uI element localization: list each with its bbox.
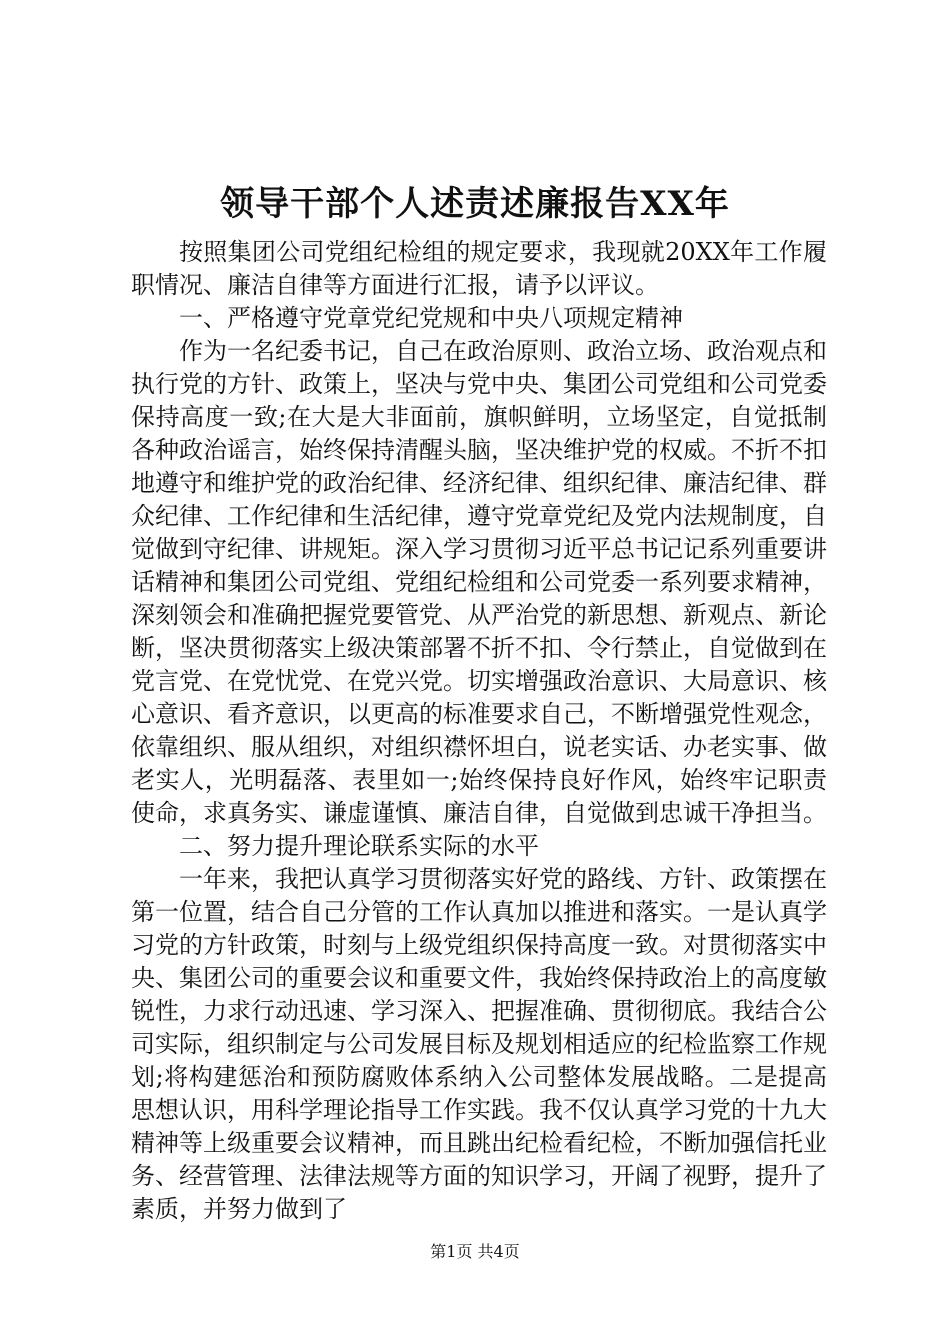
page-footer: 第1页 共4页: [430, 1242, 520, 1261]
section-heading-1: 一、严格遵守党章党纪党规和中央八项规定精神: [179, 304, 683, 332]
paragraph-section-1: 作为一名纪委书记，自己在政治原则、政治立场、政治观点和执行党的方针、政策上，坚决与党中央、集团公司党组和公司党委保持高度一致;在大是大非面前，旗帜鲜明，立场坚定，自觉抵制各种政治谣言，始终保持清醒头脑，坚决维护党的权威。不折不扣地遵守和维护党的政治纪律、经济纪律、组织纪律、廉洁纪律、群众纪律、工作纪律和生活纪律，遵守党章党纪及党内法规制度，自觉做到守纪律、讲规矩。深入学习贯彻习近平总书记记系列重要讲话精神和集团公司党组、党组纪检组和公司党委一系列要求精神，深刻领会和准确把握党要管党、从严治党的新思想、新观点、新论断，坚决贯彻落实上级决策部署不折不扣、令行禁止，自觉做到在党言党、在党忧党、在党兴党。切实增强政治意识、大局意识、核心意识、看齐意识，以更高的标准要求自己，不断增强党性观念，依靠组织、服从组织，对组织襟怀坦白，说老实话、办老实事、做老实人，光明磊落、表里如一;始终保持良好作风，始终牢记职责使命，求真务实、谦虚谨慎、廉洁自律，自觉做到忠诚干净担当。: [131, 337, 827, 827]
paragraph-section-2: 一年来，我把认真学习贯彻落实好党的路线、方针、政策摆在第一位置，结合自己分管的工作认真加以推进和落实。一是认真学习党的方针政策，时刻与上级党组织保持高度一致。对贯彻落实中央、集团公司的重要会议和重要文件，我始终保持政治上的高度敏锐性，力求行动迅速、学习深入、把握准确、贯彻彻底。我结合公司实际，组织制定与公司发展目标及规划相适应的纪检监察工作规划;将构建惩治和预防腐败体系纳入公司整体发展战略。二是提高思想认识，用科学理论指导工作实践。我不仅认真学习党的十九大精神等上级重要会议精神，而且跳出纪检看纪检，不断加强信托业务、经营管理、法律法规等方面的知识学习，开阔了视野，提升了素质，并努力做到了: [131, 865, 827, 1223]
paragraph-intro: 按照集团公司党组纪检组的规定要求，我现就20XX年工作履职情况、廉洁自律等方面进行汇报，请予以评议。: [131, 238, 827, 299]
document-title: 领导干部个人述责述廉报告XX年: [220, 184, 730, 224]
document-body: [131, 236, 827, 1226]
section-heading-2: 二、努力提升理论联系实际的水平: [179, 832, 539, 860]
